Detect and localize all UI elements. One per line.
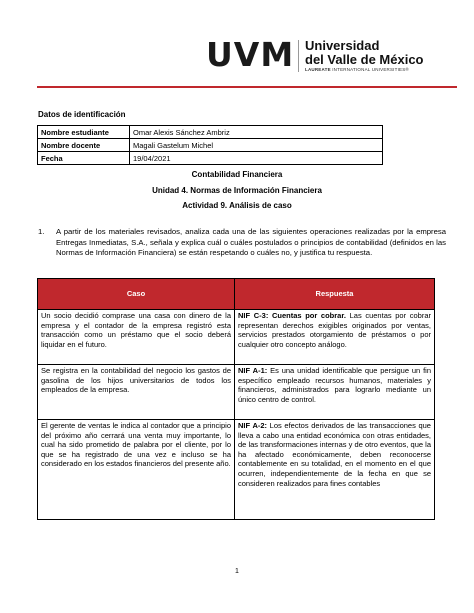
ident-value: 19/04/2021	[130, 152, 383, 165]
ident-row-student	[38, 126, 383, 139]
case-table	[37, 278, 435, 520]
ident-heading: Datos de identificación	[38, 110, 126, 119]
case-cell: El gerente de ventas le indica al contador que a principio del próximo año cerrará una venta muy importante, lo cual ha sido prometido de palabra por el cliente, por lo que se ha registrado de una vez e incluso se ha considerado en los estados financieros del presente año.	[38, 420, 235, 520]
question-number: 1.	[38, 227, 45, 236]
ident-key: Nombre estudiante	[38, 126, 130, 139]
activity-title: Actividad 9. Análisis de caso	[182, 201, 292, 210]
case-cell: Un socio decidió comprase una casa con dinero de la empresa y el contador de la empresa registró esta transacción como un préstamo que el socio deberá liquidar en el futuro.	[38, 310, 235, 365]
ident-key: Nombre docente	[38, 139, 130, 152]
answer-cell: NIF A-2: Los efectos derivados de las transacciones que lleva a cabo una entidad económica con otras entidades, de las transformaciones internas y de otro eventos, que la ha afectado económicamente, deben reconocerse contablemente en su totalidad, en el momento en el que ocurren, independientemente de la fecha en que se consideren realizados para fines contables	[235, 420, 435, 520]
course-title: Contabilidad Financiera	[191, 170, 283, 179]
logo-divider	[298, 40, 299, 72]
unit-title: Unidad 4. Normas de Información Financiera	[152, 186, 322, 195]
ident-row-teacher	[38, 139, 383, 152]
logo-tagline: LAUREATE INTERNATIONAL UNIVERSITIES®	[305, 67, 409, 72]
ident-value: Omar Alexis Sánchez Ambriz	[130, 126, 383, 139]
case-table-header	[38, 279, 435, 310]
uvm-logo	[206, 35, 436, 74]
table-row	[38, 365, 435, 420]
header-respuesta: Respuesta	[235, 279, 435, 310]
ident-key: Fecha	[38, 152, 130, 165]
ident-row-date	[38, 152, 383, 165]
answer-cell: NIF C-3: Cuentas por cobrar. Las cuentas por cobrar representan derechos exigibles originados por ventas, servicios prestados otorgamiento de préstamos o por cualquier otro concepto análogo.	[235, 310, 435, 365]
table-row	[38, 420, 435, 520]
logo-university-name: Universidad del Valle de México	[305, 38, 424, 67]
table-row	[38, 310, 435, 365]
answer-cell: NIF A-1: Es una unidad identificable que persigue un fin específico empleado recursos humanos, materiales y financieros, administrados para lograrlo mediante un único centro de control.	[235, 365, 435, 420]
header-divider	[37, 86, 457, 88]
ident-value: Magali Gastelum Michel	[130, 139, 383, 152]
page-number: 1	[235, 568, 239, 575]
header-caso: Caso	[38, 279, 235, 310]
ident-table	[37, 125, 383, 165]
case-cell: Se registra en la contabilidad del negocio los gastos de gasolina de los hijos universitarios de todos los empleados de la empresa.	[38, 365, 235, 420]
question-text: A partir de los materiales revisados, analiza cada una de las siguientes operaciones realizadas por la empresa Entregas Inmediatas, S.A., señala y explica cuál o cuáles postulados o principios de contabilidad (definidos en las Normas de Información Financiera) se están respetando o cuáles no, y justifica tu respuesta.	[56, 227, 446, 257]
logo-brand: UVM	[206, 35, 295, 74]
